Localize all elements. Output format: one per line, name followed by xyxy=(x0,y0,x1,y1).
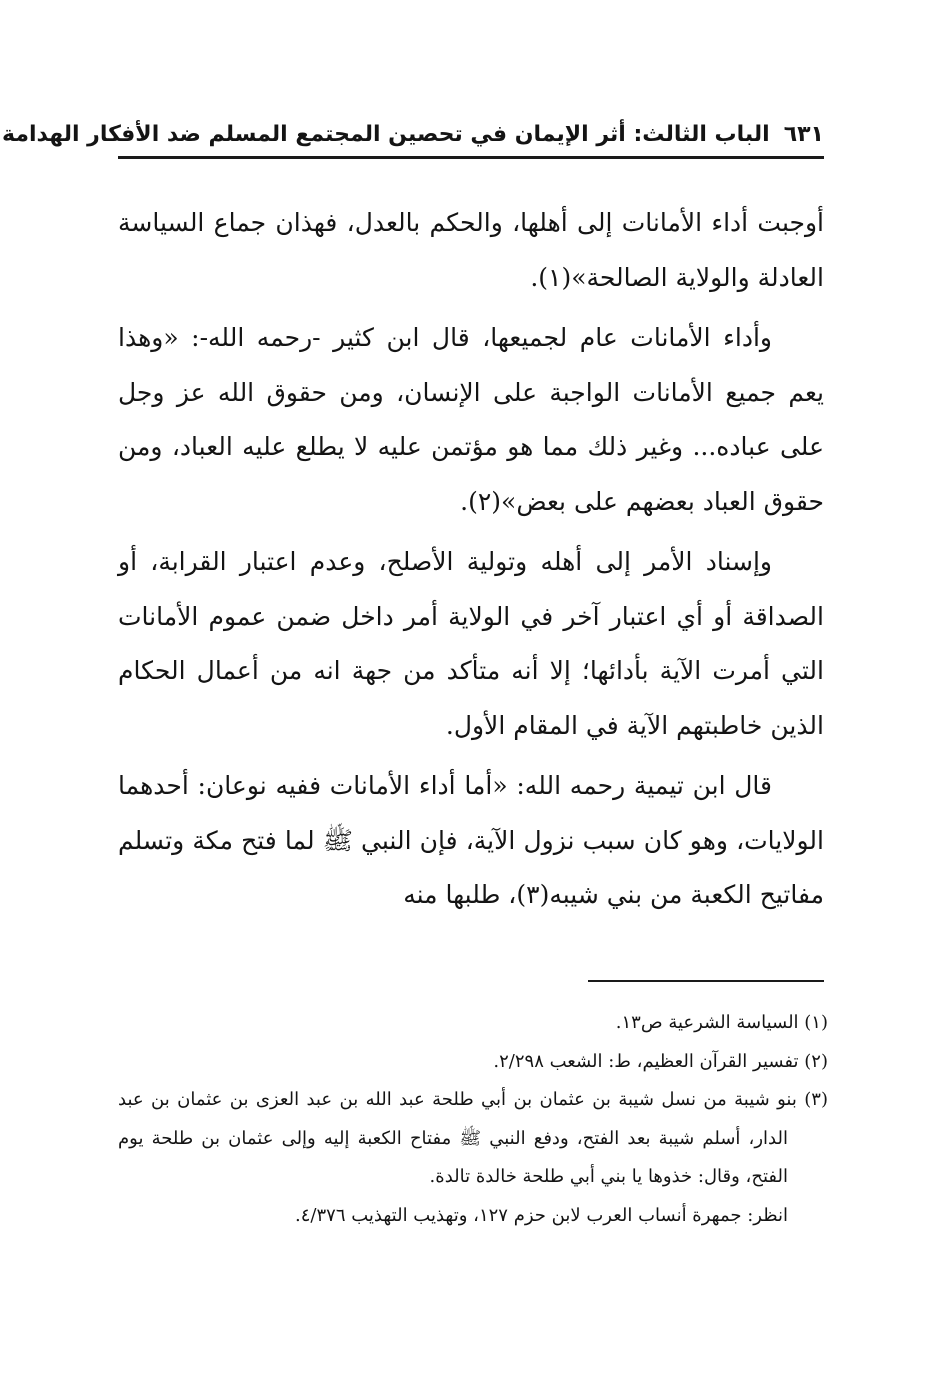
running-header xyxy=(1,112,824,156)
main-text xyxy=(118,196,824,929)
running-title: الباب الثالث: أثر الإيمان في تحصين المجتمع المسلم ضد الأفكار الهدامة xyxy=(1,121,770,147)
page-number: ٦٣١ xyxy=(783,121,824,147)
footnote-3-reference: انظر: جمهرة أنساب العرب لابن حزم ١٢٧، وتهذيب التهذيب ٤/٣٧٦. xyxy=(295,1204,788,1226)
footnotes xyxy=(118,1004,828,1235)
paragraph-4: قال ابن تيمية رحمه الله: «أما أداء الأمانات ففيه نوعان: أحدهما الولايات، وهو كان سبب نزول الآية، فإن النبي ﷺ لما فتح مكة وتسلم مفاتيح الكعبة من بني شيبه(٣)، طلبها منه xyxy=(118,771,824,909)
paragraph-3: وإسناد الأمر إلى أهله وتولية الأصلح، وعدم اعتبار القرابة، أو الصداقة أو أي اعتبار آخر في الولاية أمر داخل ضمن عموم الأمانات التي أمرت الآية بأدائها؛ إلا أنه متأكد من جهة انه من أعمال الحكام الذين خاطبتهم الآية في المقام الأول. xyxy=(118,547,824,740)
footnote-2: (٢) تفسير القرآن العظيم، ط: الشعب ٢/٢٩٨. xyxy=(493,1050,828,1072)
footnote-1: (١) السياسة الشرعية ص١٣. xyxy=(615,1012,828,1033)
footnote-3: (٣) بنو شيبة من نسل شيبة بن عثمان بن أبي طلحة عبد الله بن عبد العزى بن عثمان بن عبد الدار، أسلم شيبة بعد الفتح، ودفع النبي ﷺ مفتاح الكعبة إليه وإلى عثمان بن طلحة يوم الفتح، وقال: خذوها يا بني أبي طلحة خالدة تالدة. xyxy=(118,1089,828,1187)
header-rule xyxy=(118,156,824,159)
footnote-separator xyxy=(588,980,824,982)
paragraph-2: وأداء الأمانات عام لجميعها، قال ابن كثير -رحمه الله-: «وهذا يعم جميع الأمانات الواجبة على الإنسان، ومن حقوق الله عز وجل على عباده... وغير ذلك مما هو مؤتمن عليه لا يطلع عليه العباد، ومن حقوق العباد بعضهم على بعض»(٢). xyxy=(118,323,824,516)
paragraph-1: أوجبت أداء الأمانات إلى أهلها، والحكم بالعدل، فهذان جماع السياسة العادلة والولاية الصالحة»(١). xyxy=(118,208,824,292)
